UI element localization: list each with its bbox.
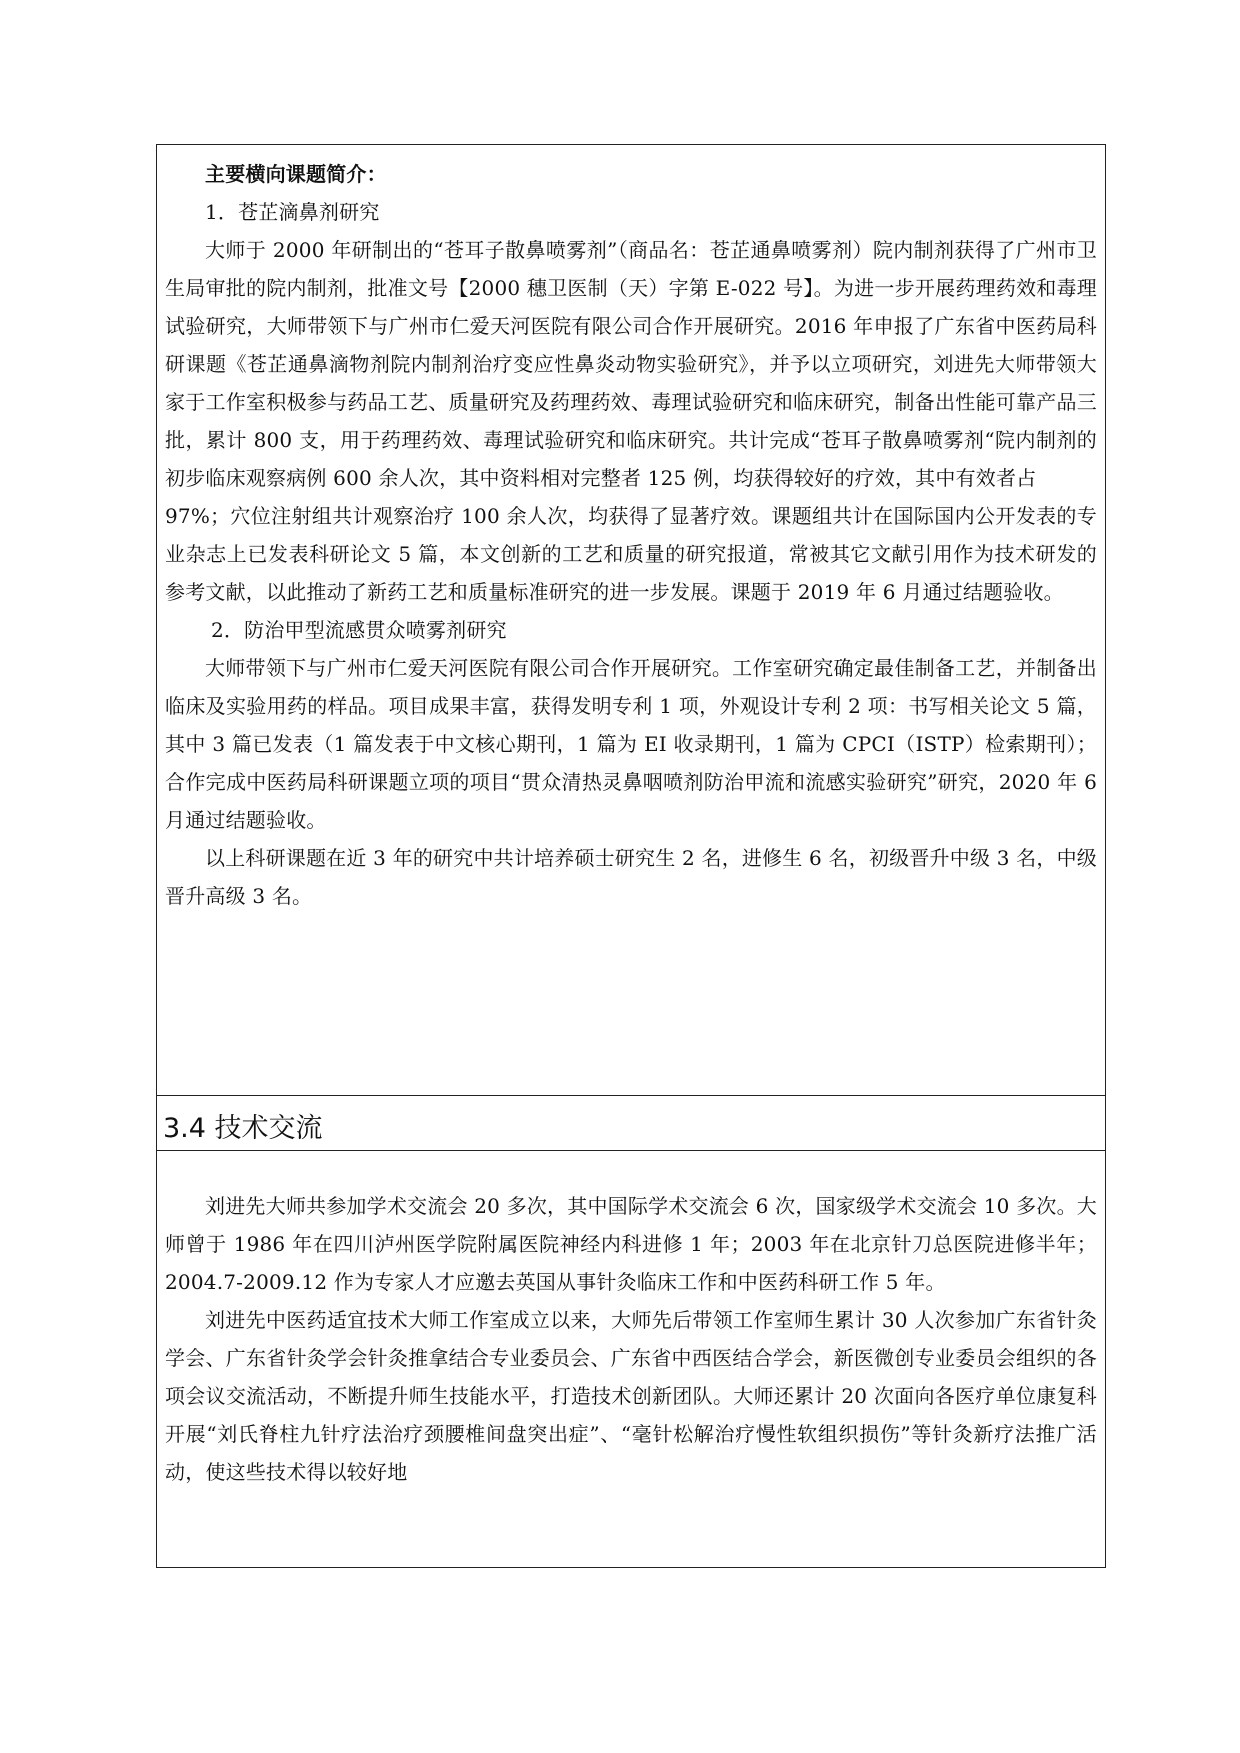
section-heading: 3.4 技术交流 [163, 1113, 323, 1144]
exchange-paragraph-1: 刘进先大师共参加学术交流会 20 多次，其中国际学术交流会 6 次，国家级学术交流会 10 多次。大师曾于 1986 年在四川泸州医学院附属医院神经内科进修 1 年；2003 年在北京针刀总医院进修半年；2004.7-2009.12 作为专家人才应邀去英国从事针灸临床工作和中医药科研工作 5 年。 [165, 1194, 1097, 1294]
section-heading-row [157, 1095, 1105, 1151]
section-subtitle: 主要横向课题简介： [205, 162, 387, 186]
research-projects-cell [157, 145, 1105, 1095]
project-1-title: 1．苍芷滴鼻剂研究 [205, 200, 380, 224]
project-2-title: 2．防治甲型流感贯众喷雾剂研究 [211, 618, 507, 642]
exchange-paragraph-2: 刘进先中医药适宜技术大师工作室成立以来，大师先后带领工作室师生累计 30 人次参加广东省针灸学会、广东省针灸学会针灸推拿结合专业委员会、广东省中西医结合学会，新医微创专业委员会组织的各项会议交流活动，不断提升师生技能水平，打造技术创新团队。大师还累计 20 次面向各医疗单位康复科开展“刘氏脊柱九针疗法治疗颈腰椎间盘突出症”、“毫针松解治疗慢性软组织损伤”等针灸新疗法推广活动，使这些技术得以较好地 [165, 1308, 1097, 1484]
project-1-paragraph: 大师于 2000 年研制出的“苍耳子散鼻喷雾剂”（商品名：苍芷通鼻喷雾剂）院内制剂获得了广州市卫生局审批的院内制剂，批准文号【2000 穗卫医制（天）字第 E-022 号】。为进一步开展药理药效和毒理试验研究，大师带领下与广州市仁爱天河医院有限公司合作开展研究。2016 年申报了广东省中医药局科研课题《苍芷通鼻滴物剂院内制剂治疗变应性鼻炎动物实验研究》，并予以立项研究，刘进先大师带领大家于工作室积极参与药品工艺、质量研究及药理药效、毒理试验研究和临床研究，制备出性能可靠产品三批，累计 800 支，用于药理药效、毒理试验研究和临床研究。共计完成“苍耳子散鼻喷雾剂“院内制剂的初步临床观察病例 600 余人次，其中资料相对完整者 125 例，均获得较好的疗效，其中有效者占 [165, 238, 1097, 490]
project-2-paragraph: 大师带领下与广州市仁爱天河医院有限公司合作开展研究。工作室研究确定最佳制备工艺，并制备出临床及实验用药的样品。项目成果丰富，获得发明专利 1 项，外观设计专利 2 项：书写相关论文 5 篇，其中 3 篇已发表（1 篇发表于中文核心期刊，1 篇为 EI 收录期刊，1 篇为 CPCI（ISTP）检索期刊）；合作完成中医药局科研课题立项的项目“贯众清热灵鼻咽喷剂防治甲流和流感实验研究”研究，2020 年 6 月通过结题验收。 [165, 656, 1097, 832]
project-1-paragraph-continued: 97%；穴位注射组共计观察治疗 100 余人次，均获得了显著疗效。课题组共计在国际国内公开发表的专业杂志上已发表科研论文 5 篇，本文创新的工艺和质量的研究报道，常被其它文献引用作为技术研发的参考文献，以此推动了新药工艺和质量标准研究的进一步发展。课题于 2019 年 6 月通过结题验收。 [165, 504, 1097, 604]
training-summary-paragraph: 以上科研课题在近 3 年的研究中共计培养硕士研究生 2 名，进修生 6 名，初级晋升中级 3 名，中级晋升高级 3 名。 [165, 846, 1097, 908]
tech-exchange-cell [157, 1151, 1105, 1567]
document-table [156, 144, 1106, 1568]
